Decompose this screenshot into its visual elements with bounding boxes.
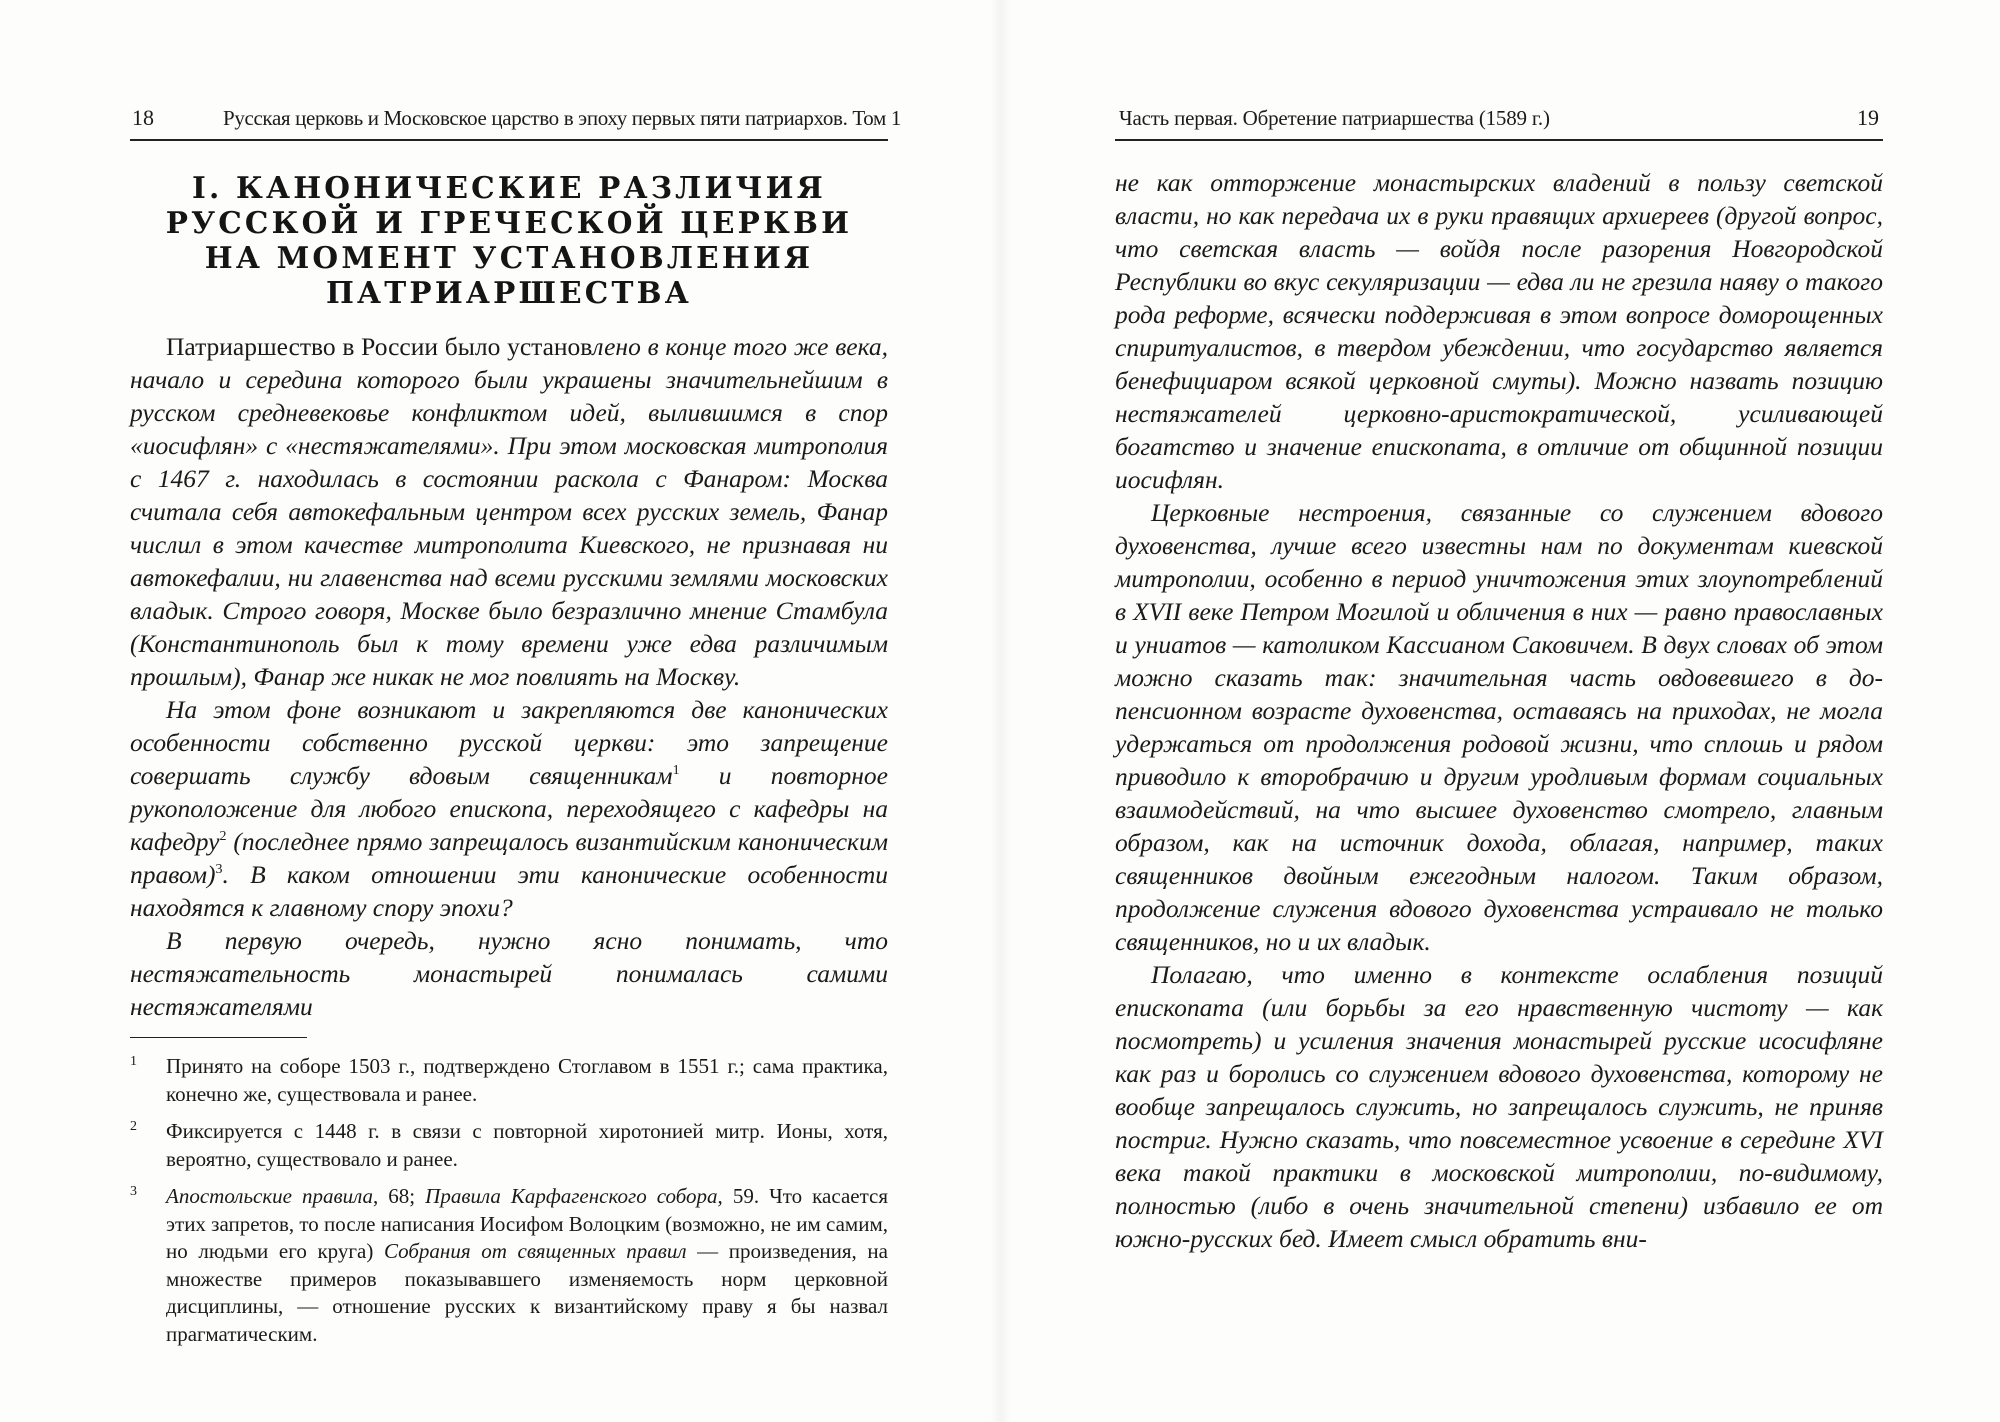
chapter-title-line: НА МОМЕНТ УСТАНОВЛЕНИЯ — [204, 240, 814, 275]
footnote — [130, 1053, 888, 1108]
paragraph-text: Патриаршество в России было установ — [166, 332, 593, 361]
footnote-text: Фиксируется с 1448 г. в связи с повторной хиротонией митр. Ионы, хотя, вероятно, существовало и ранее. — [166, 1119, 888, 1171]
left-body-text — [130, 330, 888, 1023]
right-body-text — [1115, 166, 1883, 1255]
footnote-number: 3 — [130, 1184, 137, 1199]
right-running-head — [1115, 103, 1883, 141]
paragraph-text: На этом фоне возникают и закрепляются две канонических особенности собственно русской церкви: это запрещение совершать службу вдовым священникам — [130, 695, 888, 790]
footnote — [130, 1183, 888, 1348]
footnote-number: 1 — [130, 1054, 137, 1069]
right-page-number: 19 — [1857, 105, 1879, 130]
paragraph: Церковные нестроения, связанные со служением вдового духовенства, лучше всего известны нам по документам киевской митрополии, особенно в период уничтожения этих злоупотреблений в XVII веке Петром Могилой и обличения в них — равно православных и униатов — католиком Кассианом Саковичем. В двух словах об этом можно сказать так: значительная часть овдовевшего в до-пенсионном возрасте духовенства, оставаясь на приходах, не могла удержаться от продолжения родовой жизни, что сплошь и рядом приводило к второбрачию и другим уродливым формам социальных взаимодействий, на что высшее духовенство смотрело, главным образом, как на источник дохода, облагая, например, таких священников двойным ежегодным налогом. Таким образом, продолжение служения вдового духовенства устраивало не только священников, но и их владык. — [1115, 498, 1883, 956]
chapter-title-line: РУССКОЙ И ГРЕЧЕСКОЙ ЦЕРКВИ — [165, 205, 853, 240]
paragraph-text: . В каком отношении эти канонические особенности находятся к главному спору эпохи? — [130, 860, 888, 922]
footnote-mark[interactable]: 1 — [672, 763, 680, 778]
footnote-text — [166, 1184, 888, 1346]
footnote-mark[interactable]: 3 — [215, 862, 223, 877]
footnote-separator — [130, 1037, 307, 1038]
footnotes — [130, 1053, 888, 1358]
footnote-text-part: , 68; — [373, 1184, 426, 1208]
left-page-number: 18 — [132, 105, 154, 130]
footnote-text-part: , 59. Что касается этих запретов, то после написания Иосифом Волоцким (возможно, не им самим, но людьми его круга) — [166, 1184, 889, 1263]
paragraph-text: (последнее прямо запрещалось византийским каноническим правом) — [130, 827, 888, 889]
left-running-head — [130, 103, 902, 141]
paragraph: Полагаю, что именно в контексте ослабления позиций епископата (или борьбы за его нравственную чистоту — как посмотреть) и усиления значения монастырей русские исосифляне как раз и боролись со служением вдового духовенства, которому не вообще запрещалось служить, но запрещалось служить, не приняв постриг. Нужно сказать, что повсеместное усвоение в середине XVI века такой практики в московской митрополии, по-видимому, полностью (либо в очень значительной степени) избавило ее от южно-русских бед. Имеет смысл обратить вни- — [1115, 960, 1883, 1253]
footnote-text-part: — произведения, на множестве примеров показывавшего изменяемость норм церковной дисциплины, — отношение русских к византийскому праву я бы назвал прагматическим. — [166, 1239, 888, 1346]
paragraph-text-italic: лено в конце того же века, начало и середина которого были украшены значительнейшим в русском средневековье конфликтом идей, вылившимся в спор «иосифлян» с «нестяжателями». При этом московская митрополия с 1467 г. находилась в состоянии раскола с Фанаром: Москва считала себя автокефальным центром всех русских земель, Фанар числил в этом качестве митрополита Киевского, не признавая ни автокефалии, ни главенства над всеми русскими землями московских владык. Строго говоря, Москве было безразлично мнение Стамбула (Константинополь был к тому времени уже едва различимым прошлым), Фанар же никак не мог повлиять на Москву. — [130, 332, 888, 691]
source-title: Собрания от священных правил — [383, 1239, 687, 1263]
footnote-number: 2 — [130, 1119, 137, 1134]
chapter-title-line: ПАТРИАРШЕСТВА — [326, 275, 692, 310]
source-title: Апостольские правила — [166, 1184, 374, 1208]
footnote-mark[interactable]: 2 — [219, 829, 227, 844]
paragraph-text: и повторное рукоположение для любого епископа, переходящего с кафедры на кафедру — [130, 761, 888, 856]
chapter-title — [130, 170, 888, 310]
chapter-title-line: I. КАНОНИЧЕСКИЕ РАЗЛИЧИЯ — [192, 170, 826, 205]
paragraph: не как отторжение монастырских владений в пользу светской власти, но как передача их в руки правящих архиереев (другой вопрос, что светская власть — войдя после разорения Новгородской Республики во вкус секуляризации — едва ли не грезила наяву о такого рода реформе, всячески поддерживая в этом вопросе доморощенных спиритуалистов, в твердом убеждении, что государство является бенефициаром всякой церковной смуты). Можно назвать позицию нестяжателей церковно-аристократической, усиливающей богатство и значение епископата, в отличие от общинной позиции иосифлян. — [1115, 168, 1883, 494]
right-page — [1000, 0, 2000, 1422]
left-running-title: Русская церковь и Московское царство в эпоху первых пяти патриархов. Том 1 — [223, 106, 902, 130]
paragraph — [130, 693, 888, 924]
footnote-text: Принято на соборе 1503 г., подтверждено Стоглавом в 1551 г.; сама практика, конечно же, существовала и ранее. — [166, 1054, 888, 1106]
footnote — [130, 1118, 888, 1173]
right-running-title: Часть первая. Обретение патриаршества (1589 г.) — [1119, 106, 1550, 130]
source-title: Правила Карфагенского собора — [425, 1184, 718, 1208]
paragraph: В первую очередь, нужно ясно понимать, что нестяжательность монастырей понималась самими нестяжателями — [130, 926, 888, 1021]
paragraph — [130, 330, 888, 693]
